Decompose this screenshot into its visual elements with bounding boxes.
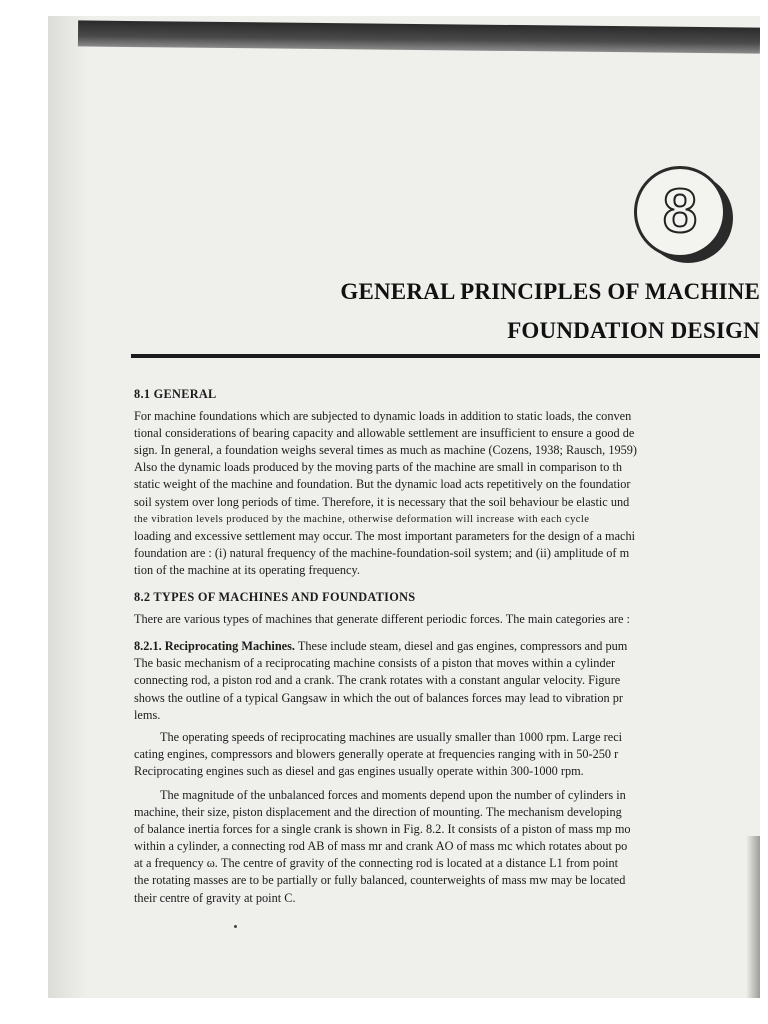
paragraph-operating-speeds (134, 729, 760, 780)
scanned-page (48, 16, 760, 998)
text-line: tion of the machine at its operating frequency. (134, 562, 360, 577)
chapter-number: 8 (662, 177, 698, 246)
text-line: the vibration levels produced by the machine, otherwise deformation will increase with each cycle (134, 513, 590, 525)
text-line: foundation are : (i) natural frequency of the machine-foundation-soil system; and (ii) amplitude of m (134, 545, 630, 560)
chapter-number-badge (634, 166, 726, 258)
scan-shadow (48, 16, 88, 998)
paragraph-unbalanced-forces (134, 787, 760, 907)
text-line: lems. (134, 707, 161, 722)
text-line: the rotating masses are to be partially or fully balanced, counterweights of mass mw may be located (134, 873, 626, 888)
text-line: of balance inertia forces for a single crank is shown in Fig. 8.2. It consists of a piston of mass mp mo (134, 822, 631, 837)
text-line: their centre of gravity at point C. (134, 890, 296, 905)
text-line: Also the dynamic loads produced by the moving parts of the machine are small in comparison to th (134, 460, 623, 475)
text-line: at a frequency ω. The centre of gravity of the connecting rod is located at a distance L1 from point (134, 856, 619, 871)
paragraph-reciprocating (134, 638, 760, 723)
paragraph-general (134, 408, 760, 579)
text-line: sign. In general, a foundation weighs several times as much as machine (Cozens, 1938; Rausch, 1959) (134, 443, 638, 458)
scan-speck (234, 925, 237, 928)
chapter-title-line-1: GENERAL PRINCIPLES OF MACHINE (340, 279, 760, 304)
text-line: within a cylinder, a connecting rod AB of mass mr and crank AO of mass mc which rotates about po (134, 839, 628, 854)
text-line (134, 638, 760, 655)
text-line: The magnitude of the unbalanced forces and moments depend upon the number of cylinders in (160, 787, 626, 802)
text-line: static weight of the machine and foundation. But the dynamic load acts repetitively on the foundatior (134, 477, 631, 492)
section-heading-8-2: 8.2 TYPES OF MACHINES AND FOUNDATIONS (134, 590, 416, 605)
text-line: soil system over long periods of time. Therefore, it is necessary that the soil behaviour be elastic und (134, 494, 630, 509)
text-line: For machine foundations which are subjected to dynamic loads in addition to static loads, the conven (134, 409, 632, 424)
section-heading-8-1: 8.1 GENERAL (134, 387, 217, 401)
text-line: There are various types of machines that generate different periodic forces. The main categories are : (134, 612, 630, 627)
text-line: cating engines, compressors and blowers generally operate at frequencies ranging with in 50-250 r (134, 746, 619, 761)
scan-top-band (78, 20, 760, 53)
subsection-heading-8-2-1: 8.2.1. Reciprocating Machines. (134, 639, 295, 654)
inline-text: These include steam, diesel and gas engines, compressors and pum (294, 639, 628, 654)
chapter-title-line-2: FOUNDATION DESIGN (507, 318, 760, 343)
title-rule (131, 354, 760, 358)
text-line: connecting rod, a piston rod and a crank. The crank rotates with a constant angular velocity. Figure (134, 673, 621, 688)
text-line: shows the outline of a typical Gangsaw in which the out of balances forces may lead to vibration pr (134, 690, 624, 705)
text-line: The operating speeds of reciprocating machines are usually smaller than 1000 rpm. Large reci (160, 729, 623, 744)
text-line: machine, their size, piston displacement and the direction of mounting. The mechanism developing (134, 805, 622, 820)
text-line: The basic mechanism of a reciprocating machine consists of a piston that moves within a cylinder (134, 656, 616, 671)
body-text (134, 386, 760, 907)
text-line: Reciprocating engines such as diesel and gas engines usually operate within 300-1000 rpm. (134, 763, 584, 778)
text-line: tional considerations of bearing capacity and allowable settlement are insufficient to ensure a good de (134, 426, 635, 441)
text-line: loading and excessive settlement may occur. The most important parameters for the design of a machi (134, 528, 636, 543)
